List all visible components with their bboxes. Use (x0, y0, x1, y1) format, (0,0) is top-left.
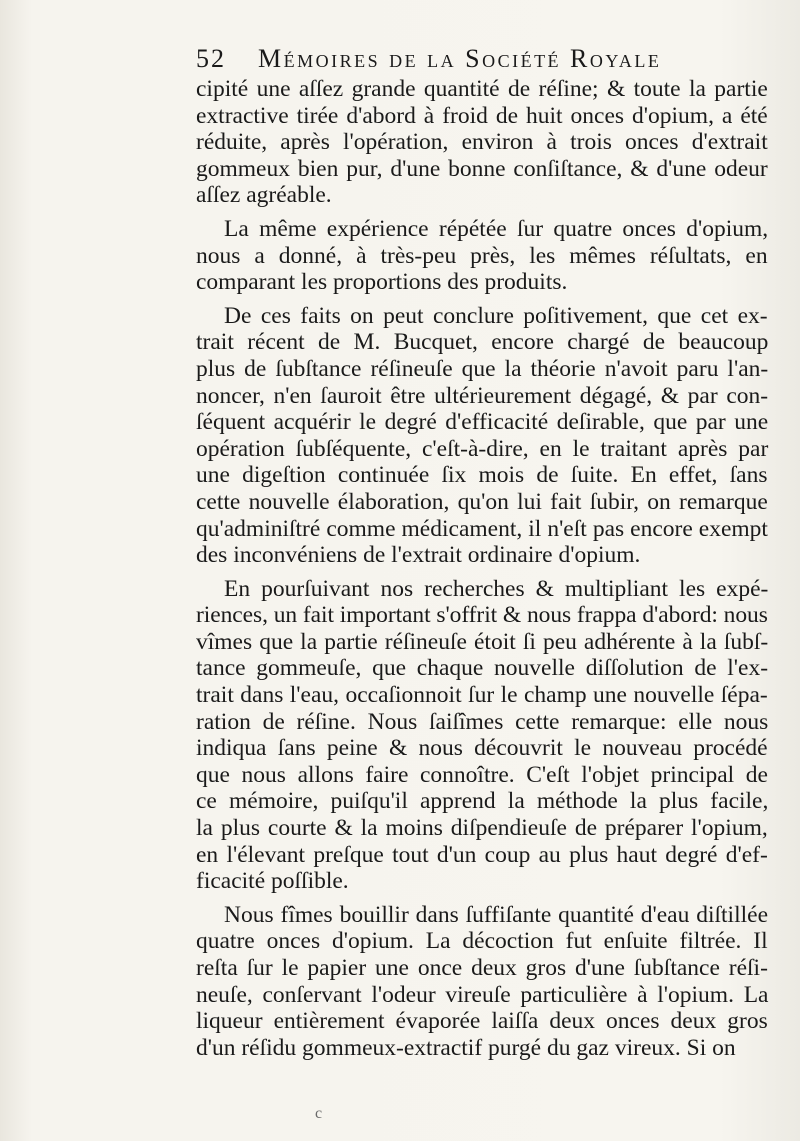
text-line: gommeux bien pur, d'une bonne conſiſtance, & d'une odeur (196, 155, 768, 182)
text-line: riences, un fait important s'offrit & nous frappa d'abord: nous (196, 602, 768, 629)
text-line: En pourſuivant nos recherches & multipliant les expé- (224, 575, 769, 602)
paragraph (196, 576, 768, 895)
text-line: ration de réſine. Nous ſaiſîmes cette remarque: elle nous (196, 708, 769, 735)
text-line: d'un réſidu gommeux-extractif purgé du gaz vireux. Si on (196, 1034, 736, 1061)
text-line: en l'élevant preſque tout d'un coup au plus haut degré d'ef- (196, 841, 768, 868)
text-line: trait dans l'eau, occaſionnoit ſur le champ une nouvelle ſépa- (196, 682, 768, 709)
text-line: De ces faits on peut conclure poſitivement, que cet ex- (224, 302, 768, 329)
paragraph (196, 902, 768, 1062)
paragraph-gap (196, 895, 768, 902)
footer-mark: c (315, 1105, 323, 1122)
page-number: 52 (196, 44, 226, 73)
paragraph-gap (196, 569, 768, 576)
text-line: tance gommeuſe, que chaque nouvelle diſſolution de l'ex- (196, 655, 769, 682)
body-text (196, 76, 768, 1061)
text-line: des inconvéniens de l'extrait ordinaire d'opium. (196, 542, 641, 569)
text-line: vîmes que la partie réſineuſe étoit ſi peu adhérente à la ſubſ- (196, 628, 769, 655)
text-line: réduite, après l'opération, environ à trois onces d'extrait (196, 129, 768, 156)
text-line: indiqua ſans peine & nous découvrit le nouveau procédé (196, 735, 768, 762)
paragraph (196, 76, 768, 209)
paragraph-gap (196, 209, 768, 216)
page-header (196, 44, 716, 80)
text-line: reſta ſur le papier une once deux gros d'une ſubſtance réſi- (196, 955, 768, 981)
text-line: noncer, n'en ſauroit être ultérieurement dégagé, & par con- (196, 382, 769, 409)
text-line: quatre onces d'opium. La décoction fut enſuite filtrée. Il (196, 928, 768, 955)
text-line: ficacité poſſible. (196, 868, 349, 895)
text-line: qu'adminiſtré comme médicament, il n'eſt pas encore exempt (196, 515, 768, 542)
text-line: ſéquent acquérir le degré d'efficacité deſirable, que par une (196, 409, 769, 436)
text-line: Nous fîmes bouillir dans ſuffiſante quantité d'eau diſtillée (224, 901, 769, 928)
text-line: trait récent de M. Bucquet, encore chargé de beaucoup (196, 329, 769, 356)
text-line: opération ſubſéquente, c'eſt-à-dire, en le traitant après par (196, 435, 769, 462)
text-line: cipité une aſſez grande quantité de réſine; & toute la partie (196, 76, 768, 102)
text-line: La même expérience répétée ſur quatre onces d'opium, (224, 215, 769, 242)
paragraph (196, 216, 768, 296)
paragraph-gap (196, 296, 768, 303)
text-line: liqueur entièrement évaporée laiſſa deux onces deux gros (196, 1008, 768, 1035)
running-head: Mémoires de la Société Royale (258, 44, 662, 73)
text-line: que nous allons faire connoître. C'eſt l'objet principal de (196, 761, 768, 788)
text-line: neuſe, conſervant l'odeur vireuſe particulière à l'opium. La (196, 981, 769, 1008)
text-line: nous a donné, à très-peu près, les mêmes réſultats, en (196, 242, 768, 269)
text-line: aſſez agréable. (196, 182, 332, 209)
text-line: cette nouvelle élaboration, qu'on lui fait ſubir, on remarque (196, 488, 768, 515)
text-line: ce mémoire, puiſqu'il apprend la méthode la plus facile, (196, 788, 769, 815)
text-line: comparant les proportions des produits. (196, 269, 568, 296)
text-line: une digeſtion continuée ſix mois de ſuite. En effet, ſans (196, 462, 768, 489)
paragraph (196, 303, 768, 569)
text-line: extractive tirée d'abord à froid de huit onces d'opium, a été (196, 102, 768, 129)
text-line: plus de ſubſtance réſineuſe que la théorie n'avoit paru l'an- (196, 355, 769, 382)
text-line: la plus courte & la moins diſpendieuſe de préparer l'opium, (196, 815, 768, 842)
